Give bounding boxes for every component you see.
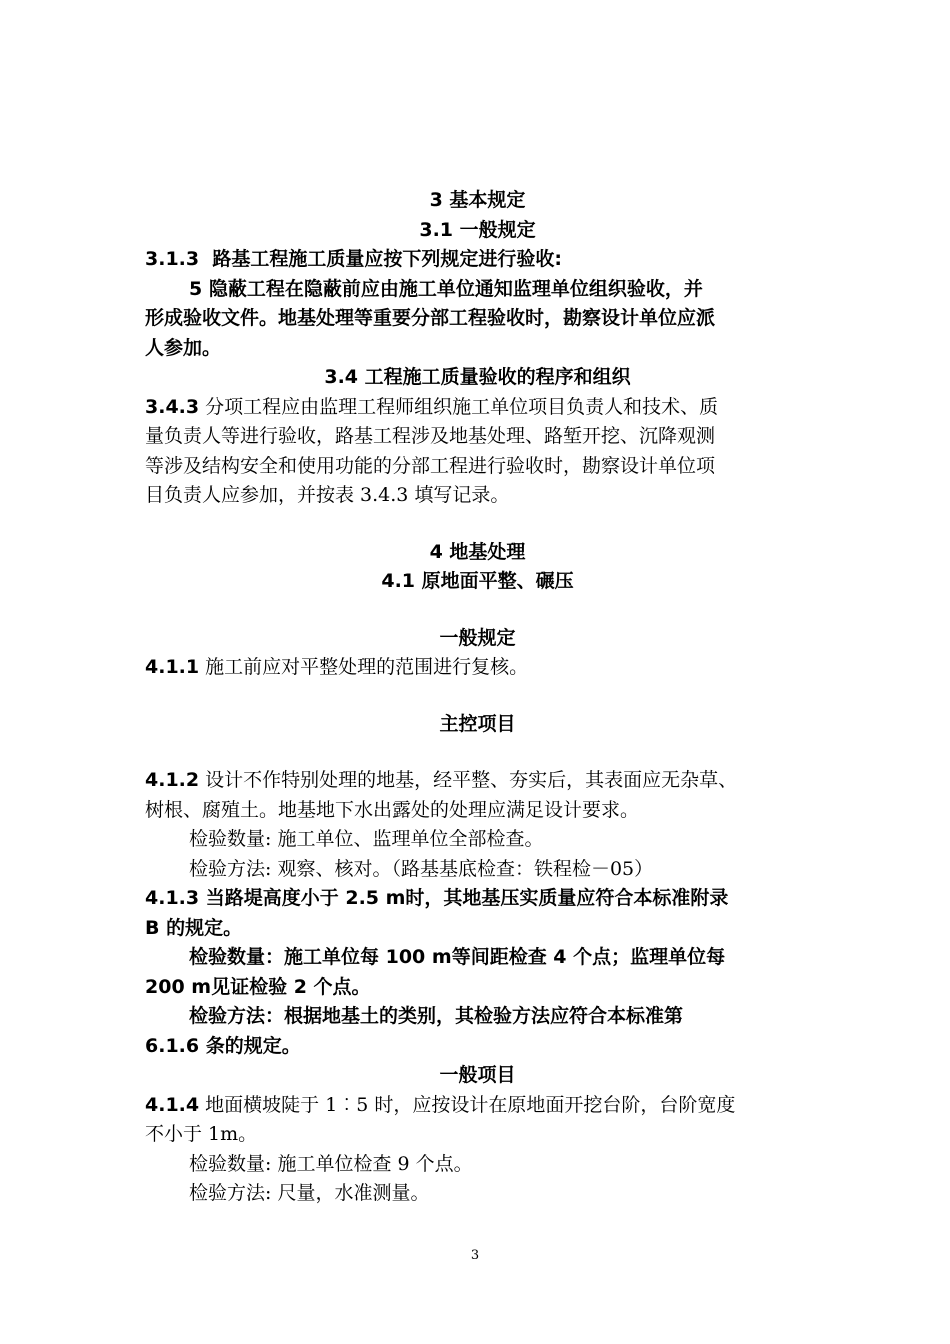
page-number: 3 bbox=[470, 1248, 480, 1263]
clause-4-1-3-line-2: B 的规定。 bbox=[145, 916, 243, 939]
clause-number: 3.4.3 bbox=[145, 395, 200, 418]
clause-number: 4.1.1 bbox=[145, 656, 200, 678]
clause-3-1-3 bbox=[145, 245, 810, 275]
clause-3-4-3-line-3: 等涉及结构安全和使用功能的分部工程进行验收时，勘察设计单位项 bbox=[145, 454, 716, 477]
clause-4-1-4-quantity: 检验数量: 施工单位检查 9 个点。 bbox=[189, 1152, 473, 1175]
clause-4-1-2-line-2: 树根、腐殖土。地基地下水出露处的处理应满足设计要求。 bbox=[145, 798, 640, 821]
clause-4-1-4-line-2: 不小于 1m。 bbox=[145, 1123, 258, 1145]
general-items-heading: 一般项目 bbox=[439, 1064, 516, 1086]
clause-4-1-3-method-2: 6.1.6 条的规定。 bbox=[145, 1034, 301, 1057]
clause-text: 地面横坡陡于 1︰5 时，应按设计在原地面开挖台阶，台阶宽度 bbox=[205, 1093, 736, 1116]
clause-4-1-4 bbox=[145, 1091, 810, 1121]
clause-number: 4.1.4 bbox=[145, 1093, 200, 1116]
clause-4-1-4-method: 检验方法: 尺量，水准测量。 bbox=[189, 1182, 430, 1204]
section-3-title: 3 基本规定 bbox=[429, 189, 526, 211]
clause-text: 设计不作特别处理的地基，经平整、夯实后，其表面应无杂草、 bbox=[205, 769, 738, 791]
clause-4-1-3 bbox=[145, 884, 810, 914]
item-5-line-2: 形成验收文件。地基处理等重要分部工程验收时，勘察设计单位应派 bbox=[145, 307, 716, 329]
clause-text: 当路堤高度小于 2.5 m时，其地基压实质量应符合本标准附录 bbox=[205, 887, 729, 909]
clause-4-1-2-method: 检验方法: 观察、核对。（路基基底检查：铁程检－05） bbox=[189, 857, 654, 880]
section-3-1-title: 3.1 一般规定 bbox=[419, 218, 536, 241]
section-4-title: 4 地基处理 bbox=[429, 540, 526, 563]
main-control-heading: 主控项目 bbox=[439, 712, 516, 735]
clause-number: 4.1.2 bbox=[145, 769, 200, 791]
clause-4-1-3-method-1: 检验方法：根据地基土的类别，其检验方法应符合本标准第 bbox=[189, 1005, 684, 1027]
item-5-line-1: 5 隐蔽工程在隐蔽前应由施工单位通知监理单位组织验收，并 bbox=[189, 277, 703, 300]
clause-number: 3.1.3 bbox=[145, 248, 200, 270]
clause-4-1-2-quantity: 检验数量: 施工单位、监理单位全部检查。 bbox=[189, 828, 544, 850]
clause-number: 4.1.3 bbox=[145, 887, 200, 909]
clause-3-4-3-line-2: 量负责人等进行验收，路基工程涉及地基处理、路堑开挖、沉降观测 bbox=[145, 425, 716, 447]
clause-text: 分项工程应由监理工程师组织施工单位项目负责人和技术、质 bbox=[205, 395, 719, 418]
clause-text: 路基工程施工质量应按下列规定进行验收: bbox=[212, 248, 562, 270]
clause-text: 施工前应对平整处理的范围进行复核。 bbox=[205, 656, 529, 678]
general-rules-heading: 一般规定 bbox=[439, 626, 516, 649]
clause-4-1-2 bbox=[145, 766, 810, 796]
document-body bbox=[145, 186, 810, 1209]
clause-3-4-3 bbox=[145, 393, 810, 423]
clause-4-1-1 bbox=[145, 653, 810, 683]
section-4-1-title: 4.1 原地面平整、碾压 bbox=[381, 570, 574, 592]
clause-4-1-3-quantity-1: 检验数量：施工单位每 100 m等间距检查 4 个点；监理单位每 bbox=[189, 946, 726, 968]
clause-4-1-3-quantity-2: 200 m见证检验 2 个点。 bbox=[145, 975, 371, 998]
section-3-4-title: 3.4 工程施工质量验收的程序和组织 bbox=[324, 366, 631, 388]
item-5-line-3: 人参加。 bbox=[145, 336, 222, 359]
clause-3-4-3-line-4: 目负责人应参加，并按表 3.4.3 填写记录。 bbox=[145, 484, 510, 506]
